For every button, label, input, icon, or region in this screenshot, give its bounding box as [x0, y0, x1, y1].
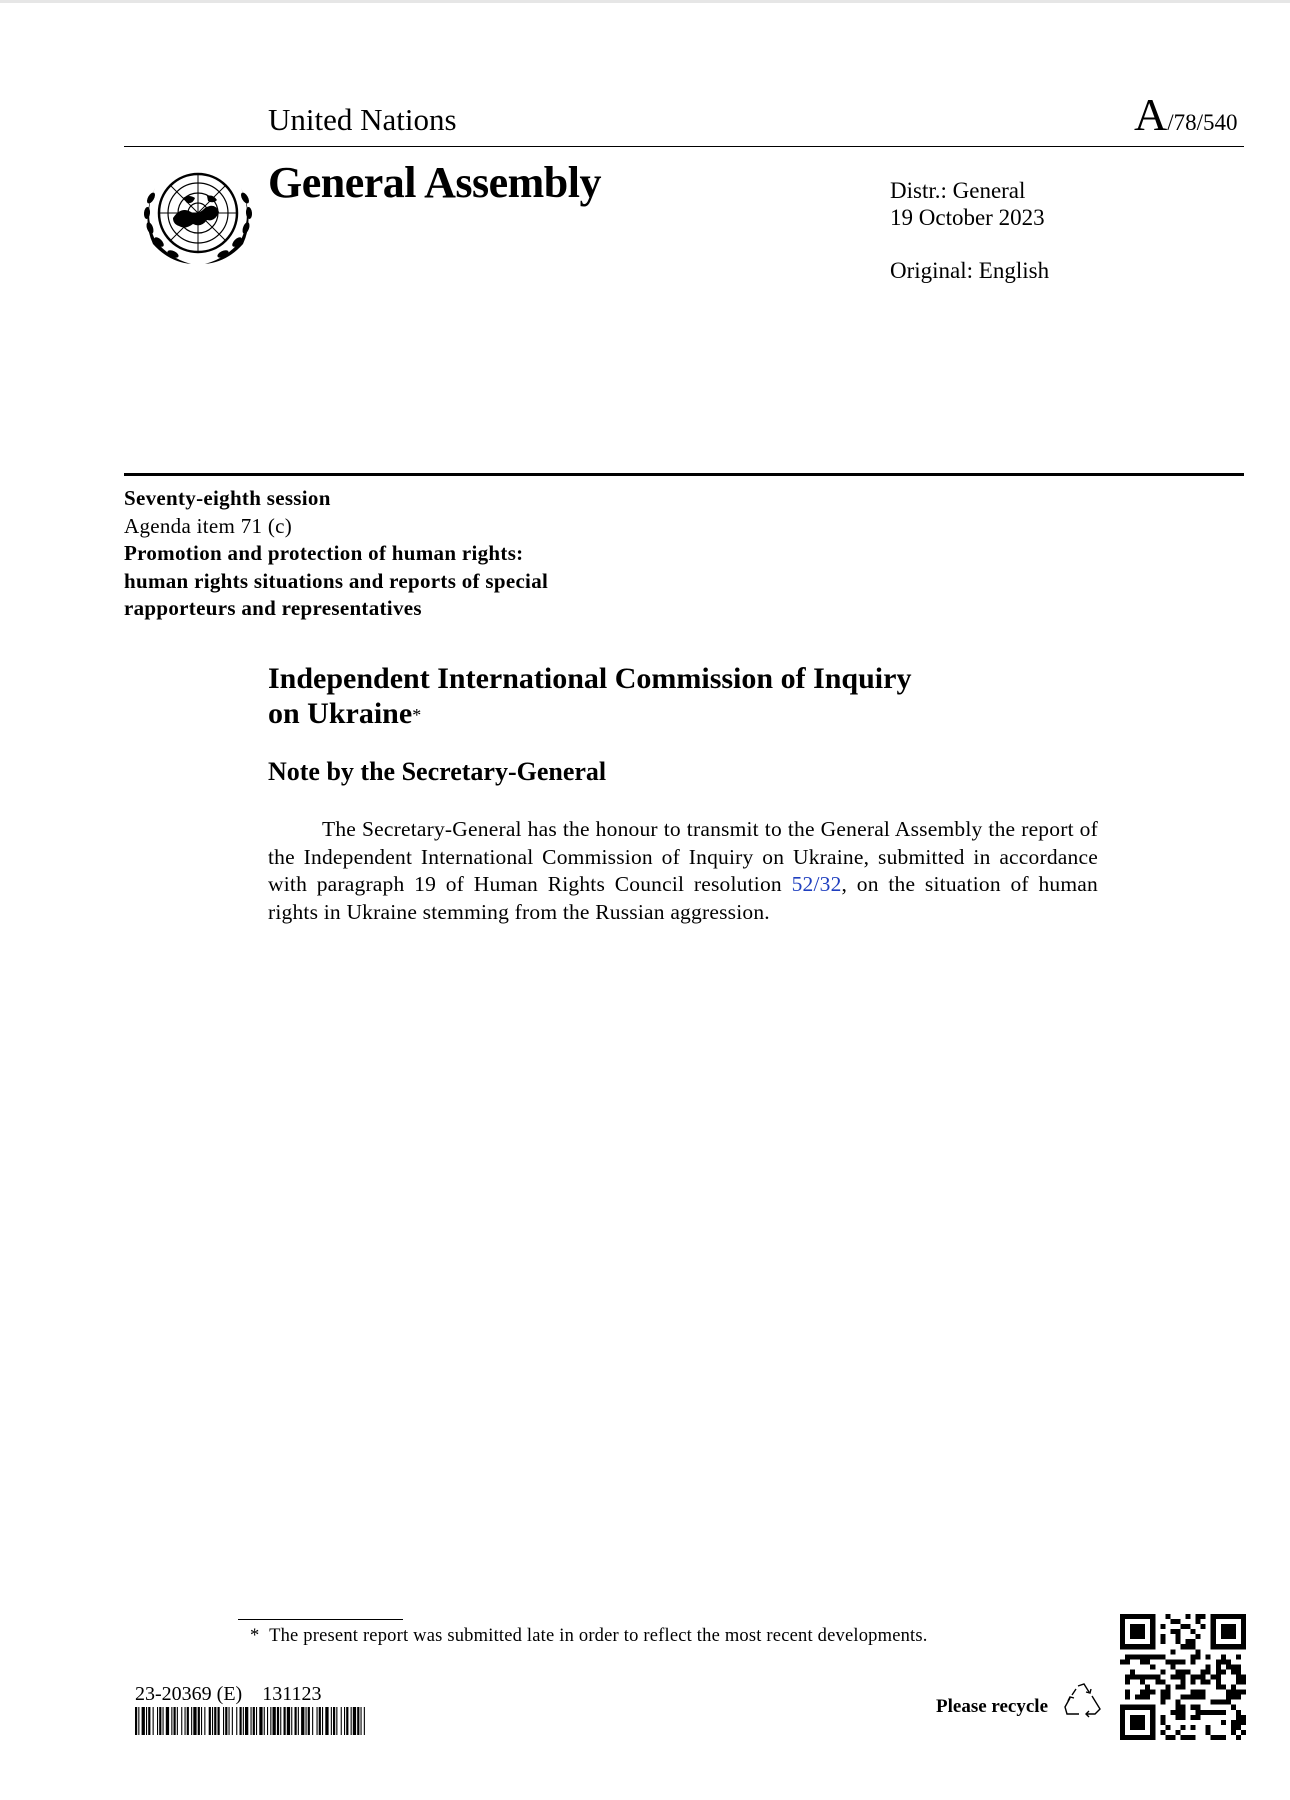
recycle-label: Please recycle	[936, 1696, 1048, 1717]
footnote-text: The present report was submitted late in order to reflect the most recent developments.	[269, 1626, 928, 1646]
job-number-date: 131123	[262, 1683, 322, 1705]
original-language: Original: English	[890, 258, 1050, 283]
section-rule	[124, 473, 1244, 476]
un-emblem-icon	[133, 158, 263, 273]
document-symbol	[1134, 88, 1238, 141]
document-symbol-letter: A	[1134, 89, 1168, 140]
page-top-edge	[0, 0, 1290, 3]
job-number-code: 23-20369 (E)	[135, 1683, 243, 1705]
document-subtitle: Note by the Secretary-General	[268, 757, 607, 786]
session-name: Seventy-eighth session	[124, 486, 331, 510]
document-title-line: on Ukraine	[268, 697, 413, 730]
agenda-topic-line: human rights situations and reports of special	[124, 568, 549, 593]
agenda-topic-line: Promotion and protection of human rights:	[124, 541, 524, 565]
footnote-marker: *	[250, 1626, 260, 1646]
recycle-icon	[1062, 1680, 1104, 1720]
agenda-block	[124, 485, 548, 623]
organization-name: United Nations	[268, 102, 457, 137]
job-number	[135, 1683, 321, 1706]
distribution-block	[890, 177, 1045, 231]
body-paragraph	[268, 816, 1098, 926]
document-title	[268, 661, 911, 733]
barcode-icon	[135, 1707, 366, 1735]
resolution-link[interactable]: 52/32	[791, 872, 842, 896]
footnote-marker: *	[412, 705, 422, 725]
body-title: General Assembly	[268, 158, 601, 207]
distribution-type: Distr.: General	[890, 178, 1026, 203]
qr-code-icon	[1120, 1614, 1246, 1740]
paragraph-text: The Secretary-General has the honour to transmit to the General Assembly the report of the Independent International Commission of Inquiry on Ukraine, submitted in accordance with paragraph 19 of Human Rights Council resolution	[268, 817, 1098, 896]
document-symbol-number: /78/540	[1167, 110, 1238, 135]
agenda-topic-line: rapporteurs and representatives	[124, 596, 422, 620]
footnote-rule	[238, 1619, 403, 1620]
footnote	[250, 1626, 928, 1647]
document-title-line: Independent International Commission of Inquiry	[268, 662, 912, 695]
paragraph-text: , on the situation of human rights in Ukraine stemming from the Russian aggression.	[268, 872, 1098, 924]
document-date: 19 October 2023	[890, 205, 1045, 230]
header-rule	[124, 146, 1244, 147]
agenda-item: Agenda item 71 (c)	[124, 513, 293, 538]
